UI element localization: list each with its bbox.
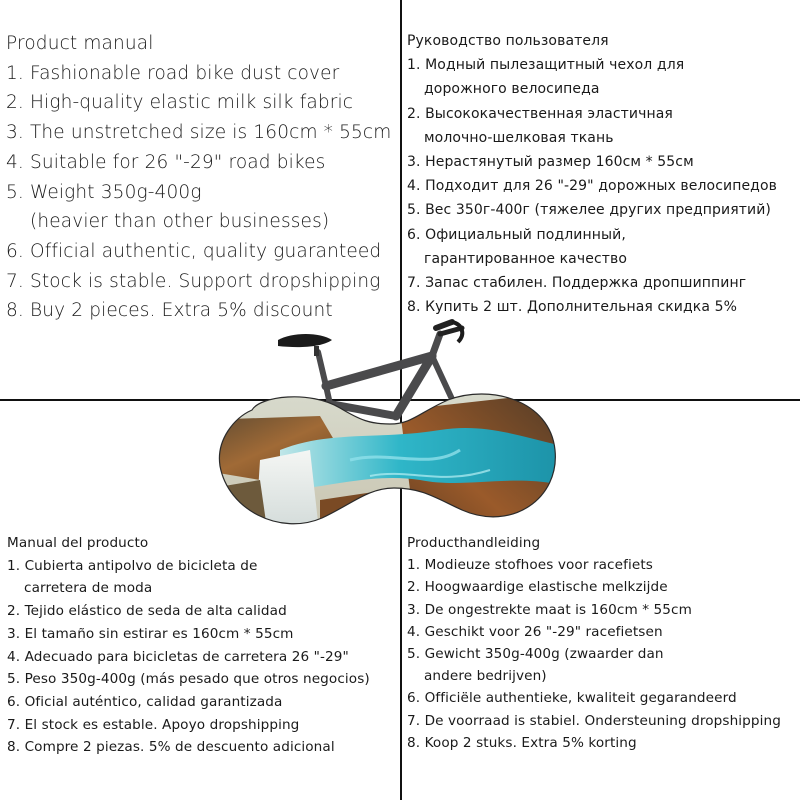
spanish-line: 8. Compre 2 piezas. 5% de descuento adicional — [7, 739, 335, 756]
dutch-line: 6. Officiële authentieke, kwaliteit gegarandeerd — [407, 690, 737, 707]
dutch-line: 2. Hoogwaardige elastische melkzijde — [407, 579, 668, 596]
russian-line: гарантированное качество — [424, 250, 628, 267]
dutch-line: 8. Koop 2 stuks. Extra 5% korting — [407, 734, 637, 751]
russian-manual — [407, 29, 777, 319]
russian-line: 6. Официальный подлинный, — [407, 226, 626, 243]
dutch-line: 4. Geschikt voor 26 "-29" racefietsen — [407, 623, 663, 640]
dutch-line: 7. De voorraad is stabiel. Ondersteuning dropshipping — [407, 712, 781, 729]
english-line: 7. Stock is stable. Support dropshipping — [6, 270, 381, 292]
spanish-line: carretera de moda — [24, 580, 153, 597]
spanish-line: 7. El stock es estable. Apoyo dropshipping — [7, 716, 300, 733]
english-line: 1. Fashionable road bike dust cover — [6, 62, 340, 84]
russian-line: молочно-шелковая ткань — [424, 129, 614, 146]
russian-line: 7. Запас стабилен. Поддержка дропшиппинг — [407, 275, 747, 292]
russian-line: дорожного велосипеда — [424, 81, 600, 98]
english-title: Product manual — [6, 33, 154, 54]
bike-dust-cover-image — [200, 300, 580, 550]
english-line: (heavier than other businesses) — [30, 211, 330, 233]
dutch-line: 3. De ongestrekte maat is 160cm * 55cm — [407, 601, 692, 618]
spanish-line: 3. El tamaño sin estirar es 160cm * 55cm — [7, 625, 294, 642]
russian-line: 4. Подходит для 26 "-29" дорожных велосипедов — [407, 178, 777, 195]
english-line: 2. High-quality elastic milk silk fabric — [6, 92, 354, 114]
spanish-line: 6. Oficial auténtico, calidad garantizada — [7, 693, 283, 710]
spanish-title: Manual del producto — [7, 535, 149, 551]
spanish-line: 1. Cubierta antipolvo de bicicleta de — [7, 557, 258, 574]
spanish-line: 2. Tejido elástico de seda de alta calidad — [7, 603, 287, 620]
english-line: 5. Weight 350g-400g — [6, 181, 202, 203]
dutch-line: 1. Modieuze stofhoes voor racefiets — [407, 557, 653, 574]
russian-title: Руководство пользователя — [407, 33, 609, 49]
dutch-title: Producthandleiding — [407, 535, 541, 551]
spanish-line: 4. Adecuado para bicicletas de carretera 26 "-29" — [7, 648, 349, 665]
english-line: 4. Suitable for 26 "-29" road bikes — [6, 151, 326, 173]
spanish-manual — [7, 532, 370, 759]
russian-line: 2. Высококачественная эластичная — [407, 105, 673, 122]
english-line: 6. Official authentic, quality guaranteed — [6, 240, 382, 262]
russian-line: 1. Модный пылезащитный чехол для — [407, 57, 685, 74]
spanish-line: 5. Peso 350g-400g (más pesado que otros negocios) — [7, 671, 370, 688]
russian-line: 5. Вес 350г-400г (тяжелее других предприятий) — [407, 202, 771, 219]
dutch-manual — [407, 532, 781, 754]
english-line: 3. The unstretched size is 160cm * 55cm — [6, 122, 392, 144]
dutch-line: andere bedrijven) — [424, 668, 547, 685]
dutch-line: 5. Gewicht 350g-400g (zwaarder dan — [407, 646, 664, 663]
russian-line: 8. Купить 2 шт. Дополнительная скидка 5% — [407, 299, 737, 316]
russian-line: 3. Нерастянутый размер 160см * 55см — [407, 154, 694, 171]
english-manual — [6, 29, 391, 326]
english-line: 8. Buy 2 pieces. Extra 5% discount — [6, 300, 333, 322]
